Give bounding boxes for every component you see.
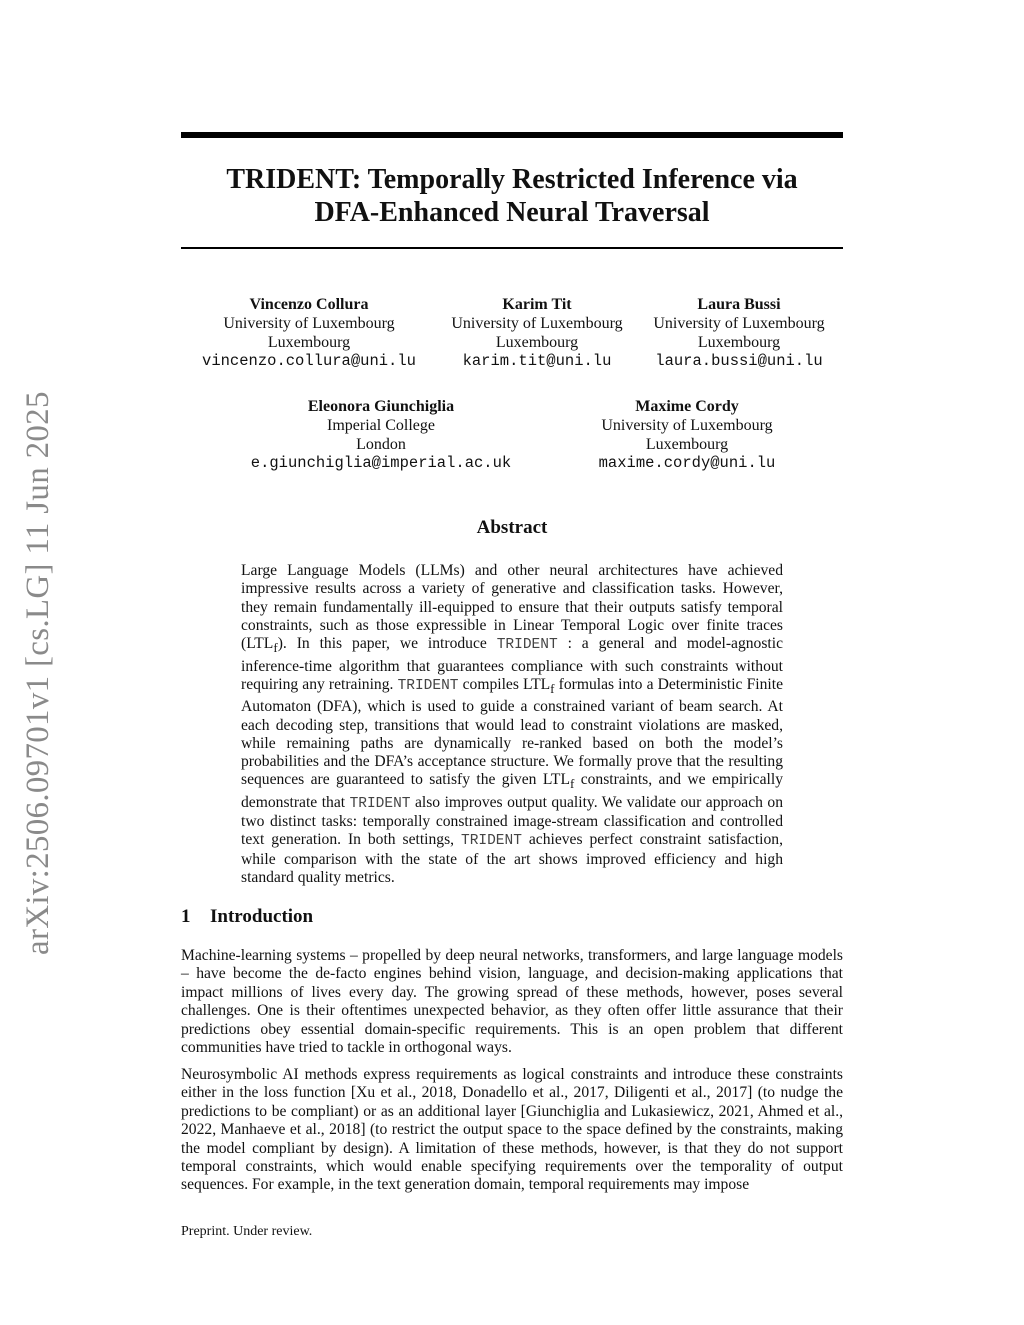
title-top-rule [181,132,843,138]
trident-name: TRIDENT [397,677,459,694]
title-line-1: TRIDENT: Temporally Restricted Inference via [226,164,798,195]
section-heading [181,906,313,928]
author-email[interactable]: maxime.cordy@uni.lu [598,454,776,472]
trident-name: TRIDENT [349,795,411,812]
footer-note: Preprint. Under review. [181,1224,313,1239]
section-title: Introduction [210,906,314,927]
author-location: Luxembourg [267,334,351,351]
paper-title [181,163,843,229]
abstract-text: Large Language Models (LLMs) and other neural architectures have achieved impressive results across a variety of generative and classification tasks. However, they remain fundamentally ill-equipped to ensure that their outputs satisfy temporal constraints, such as those expressible in Linear Temporal Logic over finite traces $(LTL_f)$. In this paper, we introduce TRIDENT : a general and model-agnostic inference-time algorithm that guarantees compliance with such constraints without requiring any retraining. TRIDENT compiles $LTL_f$ formulas into a Deterministic Finite Automaton (DFA), which is used to guide a constrained variant of beam search. At each decoding step, transitions that would lead to constraint violations are masked, while remaining paths are dynamically re-ranked based on both the model’s probabilities and the DFA’s acceptance structure. We formally prove that the resulting sequences are guaranteed to satisfy the given $LTL_f$ constraints, and we empirically demonstrate that TRIDENT also improves output quality. We validate our approach on two distinct tasks: temporally constrained image-stream classification and controlled text generation. In both settings, TRIDENT achieves perfect constraint satisfaction, while comparison with the state of the art shows improved efficiency and high standard quality metrics. [241,562,784,887]
author-affiliation: University of Luxembourg [451,315,623,332]
title-bottom-rule [181,247,843,249]
author-block [567,397,807,473]
author-location: Luxembourg [495,334,579,351]
author-email[interactable]: vincenzo.collura@uni.lu [202,352,416,370]
author-affiliation: Imperial College [327,417,435,434]
author-location: Luxembourg [645,436,729,453]
author-name: Laura Bussi [697,296,781,313]
author-name: Vincenzo Collura [249,296,369,313]
trident-name: TRIDENT [461,833,522,850]
author-block [189,295,429,371]
author-block [231,397,531,473]
abstract-heading: Abstract [476,517,548,538]
body-paragraph: Machine-learning systems – propelled by deep neural networks, transformers, and large language models – have become the de-facto engines behind vision, language, and decision-making applications that impact millions of lives every day. The growing spread of these methods, however, poses several challenges. One is their oftentimes unexpected behavior, as they often offer little assurance that their predictions obey essential domain-specific requirements. This is an open problem that different communities have tried to tackle in orthogonal ways. [181,947,843,1057]
author-name: Eleonora Giunchiglia [307,398,455,415]
author-email[interactable]: laura.bussi@uni.lu [655,352,823,370]
author-name: Karim Tit [502,296,572,313]
author-email[interactable]: karim.tit@uni.lu [462,352,612,370]
author-location: Luxembourg [697,334,781,351]
trident-name: TRIDENT [496,637,558,654]
author-location: London [356,436,406,453]
author-affiliation: University of Luxembourg [653,315,825,332]
arxiv-identifier: arXiv:2506.09701v1 [cs.LG] 11 Jun 2025 [20,391,56,955]
body-paragraph: Neurosymbolic AI methods express requirements as logical constraints and introduce these constraints either in the loss function [Xu et al., 2018, Donadello et al., 2017, Diligenti et al., 2017] (to nudge the predictions to be compliant) or as an additional layer [Giunchiglia and Lukasiewicz, 2021, Ahmed et al., 2022, Manhaeve et al., 2018] (to restrict the output space to the space defined by the constraints, making the model compliant by design). A limitation of these methods, however, is that they do not support temporal constraints, which would enable specifying requirements over the temporality of output sequences. For example, in the text generation domain, temporal requirements may impose [181,1066,843,1194]
author-name: Maxime Cordy [635,398,739,415]
author-affiliation: University of Luxembourg [601,417,773,434]
title-line-2: DFA-Enhanced Neural Traversal [314,197,710,228]
author-email[interactable]: e.giunchiglia@imperial.ac.uk [250,454,512,472]
section-number: 1 [181,906,191,927]
author-block [619,295,859,371]
author-affiliation: University of Luxembourg [223,315,395,332]
